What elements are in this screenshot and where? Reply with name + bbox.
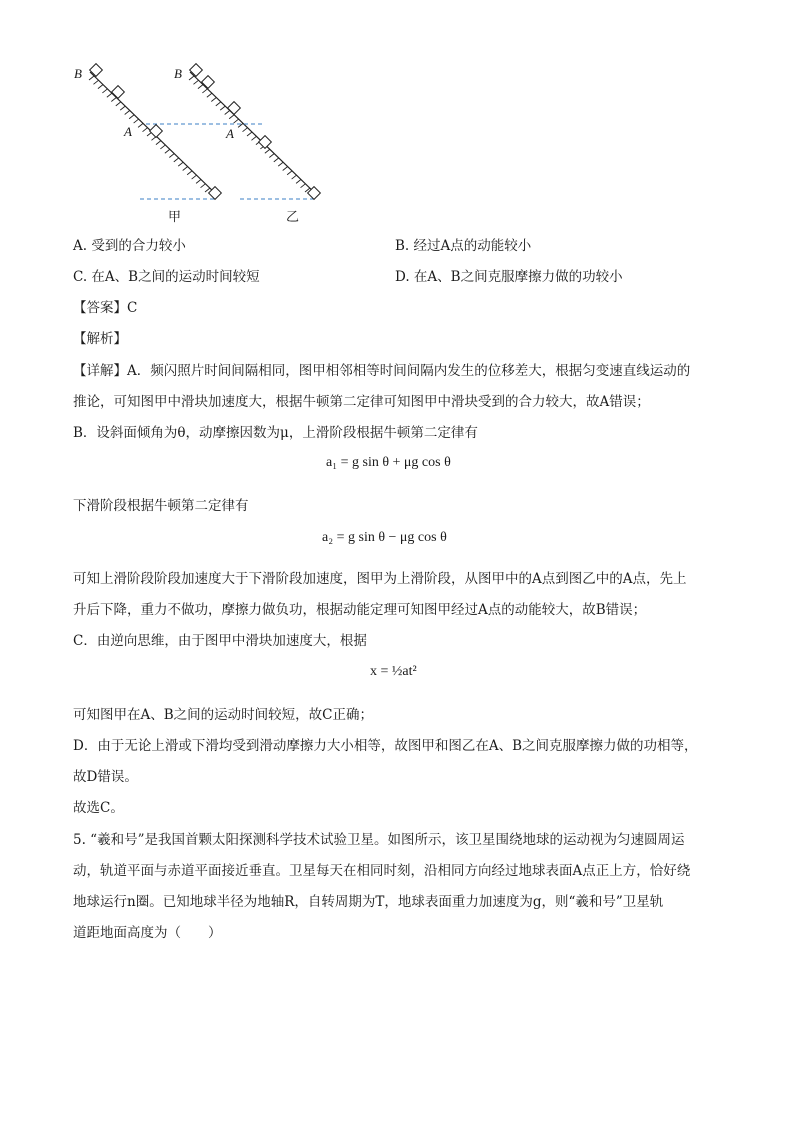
hatch-mark: [143, 128, 148, 132]
q5-line3: 地球运行n圈。已知地球半径为地轴R，自转周期为T，地球表面重力加速度为g，则“羲和号”卫星轨: [73, 894, 664, 910]
detail-p2-line2: 下滑阶段根据牛顿第二定律有: [73, 498, 249, 514]
analysis-header: 【解析】: [73, 331, 127, 347]
detail-p1-line1: 【详解】A．频闪照片时间间隔相同，图甲相邻相等时间间隔内发生的位移差大，根据匀变速直线运动的: [73, 363, 691, 379]
block-left-2: [112, 86, 125, 99]
hatch-mark: [216, 102, 221, 106]
incline-right-hatching: [189, 76, 310, 192]
block-right-1: [190, 64, 203, 77]
option-C: C. 在A、B之间的运动时间较短: [73, 269, 260, 285]
hatch-mark: [283, 166, 288, 170]
option-A: A. 受到的合力较小: [73, 238, 186, 254]
hatch-mark: [183, 166, 188, 170]
answer-line: 【答案】C: [73, 300, 138, 316]
hatch-mark: [205, 188, 210, 192]
hatch-mark: [287, 171, 292, 175]
detail-p3-line2: 可知图甲在A、B之间的运动时间较短，故C正确；: [73, 707, 373, 723]
hatch-mark: [134, 119, 139, 123]
hatch-mark: [193, 80, 198, 84]
block-right-2: [202, 76, 215, 89]
hatch-mark: [301, 184, 306, 188]
hatch-mark: [107, 93, 112, 97]
hatch-mark: [165, 149, 170, 153]
hatch-mark: [125, 110, 130, 114]
hatch-mark: [229, 115, 234, 119]
hatch-mark: [178, 162, 183, 166]
caption-yi: 乙: [286, 209, 300, 224]
option-D: D. 在A、B之间克服摩擦力做的功较小: [395, 269, 623, 285]
incline-right-surface: [190, 72, 318, 196]
block-right-3: [228, 102, 241, 115]
hatch-mark: [111, 98, 116, 102]
block-left-1: [90, 64, 103, 77]
detail-p2-line3: 可知上滑阶段阶段加速度大于下滑阶段加速度，图甲为上滑阶段，从图甲中的A点到图乙中的A点，先上: [73, 571, 687, 587]
caption-jia: 甲: [168, 209, 182, 224]
hatch-mark: [234, 119, 239, 123]
hatch-mark: [207, 93, 212, 97]
hatch-mark: [274, 158, 279, 162]
option-B: B. 经过A点的动能较小: [395, 238, 532, 254]
hatch-mark: [269, 154, 274, 158]
hatch-mark: [220, 106, 225, 110]
formula-a1: a₁ = g sin θ + μg cos θ: [326, 455, 451, 470]
q5-line1: 5. “羲和号”是我国首颗太阳探测科学技术试验卫星。如图所示，该卫星围绕地球的运动视为匀速圆周运: [73, 832, 685, 848]
incline-left-hatching: [89, 76, 210, 192]
detail-p2-line1: B．设斜面倾角为θ，动摩擦因数为μ，上滑阶段根据牛顿第二定律有: [73, 425, 478, 441]
q5-line4: 道距地面高度为（ ）: [73, 925, 222, 941]
hatch-mark: [202, 89, 207, 93]
hatch-mark: [138, 123, 143, 127]
hatch-mark: [120, 106, 125, 110]
hatch-mark: [201, 184, 206, 188]
hatch-mark: [292, 175, 297, 179]
label-A-left: A: [124, 124, 132, 139]
hatch-mark: [189, 76, 194, 80]
label-B-left: B: [74, 66, 82, 81]
block-right-4: [259, 136, 272, 149]
hatch-mark: [278, 162, 283, 166]
hatch-mark: [243, 128, 248, 132]
hatch-mark: [296, 179, 301, 183]
hatch-mark: [198, 85, 203, 89]
hatch-mark: [129, 115, 134, 119]
hatch-mark: [160, 145, 165, 149]
hatch-mark: [251, 136, 256, 140]
hatch-mark: [187, 171, 192, 175]
hatch-mark: [93, 80, 98, 84]
label-A-right: A: [226, 126, 234, 141]
hatch-mark: [102, 89, 107, 93]
hatch-mark: [247, 132, 252, 136]
hatch-mark: [156, 141, 161, 145]
formula-x: x = ½at²: [370, 664, 417, 679]
hatch-mark: [192, 175, 197, 179]
hatch-mark: [89, 76, 94, 80]
hatch-mark: [225, 110, 230, 114]
hatch-mark: [211, 98, 216, 102]
block-left-3: [150, 125, 163, 138]
hatch-mark: [174, 158, 179, 162]
hatch-mark: [169, 154, 174, 158]
detail-p4-line2: 故D错误。: [73, 769, 138, 785]
detail-p4-line1: D．由于无论上滑或下滑均受到滑动摩擦力大小相等，故图甲和图乙在A、B之间克服摩擦力做的功相等，: [73, 738, 698, 754]
hatch-mark: [116, 102, 121, 106]
hatch-mark: [196, 179, 201, 183]
detail-p1-line2: 推论，可知图甲中滑块加速度大，根据牛顿第二定律可知图甲中滑块受到的合力较大，故A错误；: [73, 394, 650, 410]
detail-conclusion: 故选C。: [73, 800, 124, 816]
label-B-right: B: [174, 66, 182, 81]
incline-figure: [60, 56, 340, 228]
formula-a2: a₂ = g sin θ − μg cos θ: [322, 530, 447, 545]
detail-p2-line4: 升后下降，重力不做功，摩擦力做负功，根据动能定理可知图甲经过A点的动能较大，故B错误；: [73, 602, 647, 618]
hatch-mark: [98, 85, 103, 89]
hatch-mark: [265, 149, 270, 153]
detail-p3-line1: C．由逆向思维，由于图甲中滑块加速度大，根据: [73, 633, 367, 649]
q5-line2: 动，轨道平面与赤道平面接近垂直。卫星每天在相同时刻，沿相同方向经过地球表面A点正上方，恰好绕: [73, 863, 691, 879]
